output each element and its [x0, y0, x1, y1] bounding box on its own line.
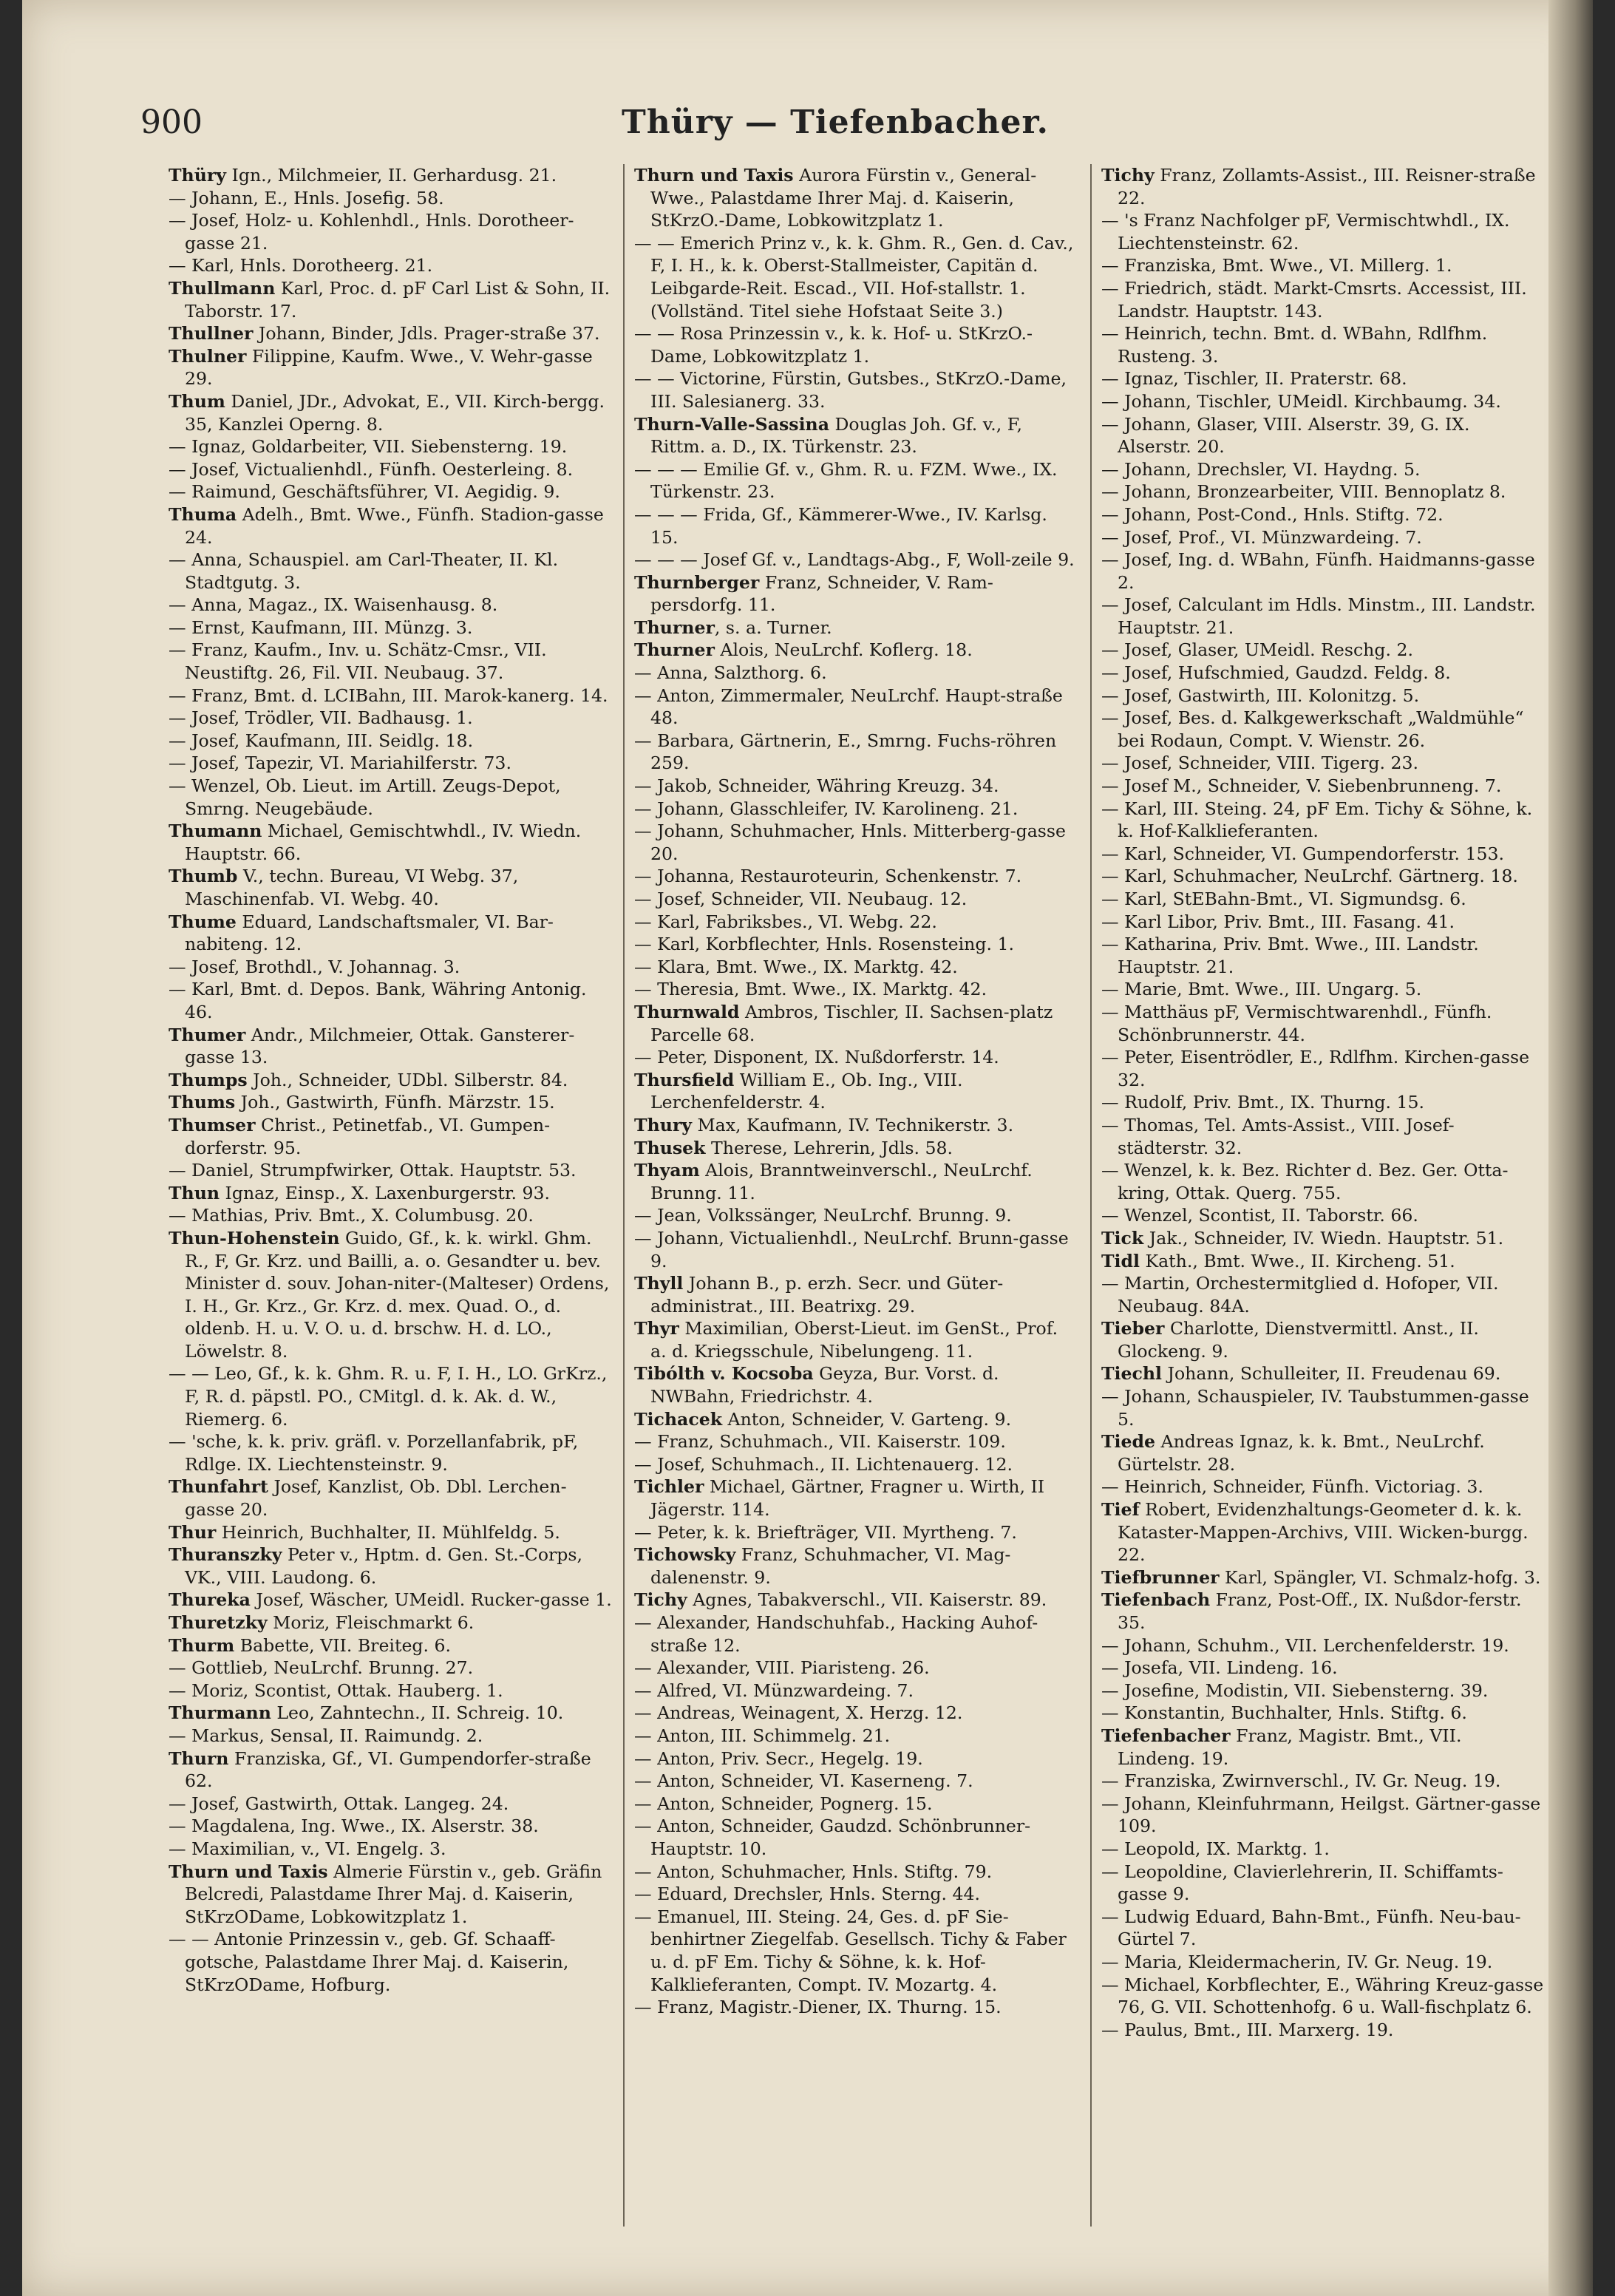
- directory-entry: — Peter, Eisentrödler, E., Rdlfhm. Kirchen-gasse 32.: [1101, 1047, 1530, 1090]
- directory-entry: Tichy Agnes, Tabakverschl., VII. Kaiserstr. 89.: [634, 1589, 1047, 1611]
- directory-entry: — Franziska, Bmt. Wwe., VI. Millerg. 1.: [1101, 255, 1452, 276]
- directory-entry: Thunfahrt Josef, Kanzlist, Ob. Dbl. Lerchen-gasse 20.: [169, 1476, 567, 1521]
- page-header: [140, 103, 1530, 155]
- directory-entry: Thyr Maximilian, Oberst-Lieut. im GenSt., Prof. a. d. Kriegsschule, Nibelungeng. 11.: [634, 1318, 1058, 1362]
- directory-entry: — — Victorine, Fürstin, Gutsbes., StKrzO.-Dame, III. Salesianerg. 33.: [634, 368, 1067, 412]
- directory-entry: Thumann Michael, Gemischtwhdl., IV. Wiedn. Hauptstr. 66.: [169, 821, 582, 864]
- directory-entry: Thurmann Leo, Zahntechn., II. Schreig. 10.: [169, 1702, 564, 1724]
- directory-entry: — Anton, III. Schimmelg. 21.: [634, 1725, 891, 1746]
- directory-entry: — Michael, Korbflechter, E., Währing Kreuz-gasse 76, G. VII. Schottenhofg. 6 u. Wall-fischplatz 6.: [1101, 1974, 1544, 2018]
- directory-entry: — Karl, Schneider, VI. Gumpendorferstr. 153.: [1101, 843, 1505, 864]
- column-2: [634, 164, 1078, 2227]
- directory-entry: Tibólth v. Kocsoba Geyza, Bur. Vorst. d. NWBahn, Friedrichstr. 4.: [634, 1363, 999, 1407]
- directory-entry: Thyam Alois, Branntweinverschl., NeuLrchf. Brunng. 11.: [634, 1160, 1033, 1203]
- directory-entry: Thumer Andr., Milchmeier, Ottak. Gansterer-gasse 13.: [169, 1024, 575, 1068]
- binding-edge: [1548, 0, 1593, 2296]
- directory-entry: — Josef, Gastwirth, Ottak. Langeg. 24.: [169, 1793, 509, 1814]
- directory-entry: — Wenzel, k. k. Bez. Richter d. Bez. Ger. Otta-kring, Ottak. Querg. 755.: [1101, 1160, 1509, 1203]
- directory-entry: — Johann, Kleinfuhrmann, Heilgst. Gärtner-gasse 109.: [1101, 1793, 1541, 1837]
- directory-entry: Thuma Adelh., Bmt. Wwe., Fünfh. Stadion-gasse 24.: [169, 503, 604, 548]
- column-1: [169, 164, 612, 2227]
- directory-entry: Tichacek Anton, Schneider, V. Garteng. 9.: [634, 1408, 1012, 1430]
- directory-entry: Thurnwald Ambros, Tischler, II. Sachsen-platz Parcelle 68.: [634, 1001, 1053, 1045]
- directory-entry: — Klara, Bmt. Wwe., IX. Marktg. 42.: [634, 956, 958, 977]
- entry-columns: [169, 164, 1544, 2227]
- directory-entry: — Anton, Schneider, Gaudzd. Schönbrunner-Hauptstr. 10.: [634, 1816, 1031, 1859]
- directory-entry: — Theresia, Bmt. Wwe., IX. Marktg. 42.: [634, 979, 987, 1000]
- directory-entry: Thullmann Karl, Proc. d. pF Carl List & Sohn, II. Taborstr. 17.: [169, 277, 611, 322]
- directory-entry: — Josef, Brothdl., V. Johannag. 3.: [169, 956, 460, 977]
- directory-entry: Tieber Charlotte, Dienstvermittl. Anst., II. Glockeng. 9.: [1101, 1318, 1479, 1362]
- directory-entry: — Raimund, Geschäftsführer, VI. Aegidig. 9.: [169, 481, 560, 503]
- directory-entry: — 's Franz Nachfolger pF, Vermischtwhdl., IX. Liechtensteinstr. 62.: [1101, 210, 1510, 254]
- directory-entry: Thumb V., techn. Bureau, VI Webg. 37, Maschinenfab. VI. Webg. 40.: [169, 866, 519, 909]
- directory-entry: Thurn Franziska, Gf., VI. Gumpendorfer-straße 62.: [169, 1748, 591, 1792]
- directory-entry: Thun-Hohenstein Guido, Gf., k. k. wirkl. Ghm. R., F, Gr. Krz. und Bailli, a. o. Gesandter u. bev. Minister d. souv. Johan-niter-(Malteser) Ordens, I. H., Gr. Krz., Gr. Krz. d. mex. Quad. O., d. oldenb. H. u. V. O. u. d. brschw. H. d. LO., Löwelstr. 8.: [169, 1227, 610, 1362]
- directory-entry: — Barbara, Gärtnerin, E., Smrng. Fuchs-röhren 259.: [634, 730, 1057, 774]
- directory-entry: Thusek Therese, Lehrerin, Jdls. 58.: [634, 1137, 953, 1158]
- directory-entry: — Josef, Kaufmann, III. Seidlg. 18.: [169, 730, 474, 751]
- directory-entry: — Johann, Glasschleifer, IV. Karolineng. 21.: [634, 798, 1019, 819]
- directory-page: [22, 0, 1593, 2296]
- directory-entry: — — — Josef Gf. v., Landtags-Abg., F, Woll-zeile 9.: [634, 549, 1075, 571]
- directory-entry: Thursfield William E., Ob. Ing., VIII. Lerchenfelderstr. 4.: [634, 1069, 963, 1113]
- directory-entry: Thums Joh., Gastwirth, Fünfh. Märzstr. 15.: [169, 1092, 555, 1113]
- directory-entry: — Anna, Salzthorg. 6.: [634, 662, 827, 684]
- directory-entry: — Wenzel, Scontist, II. Taborstr. 66.: [1101, 1205, 1418, 1226]
- directory-entry: — Rudolf, Priv. Bmt., IX. Thurng. 15.: [1101, 1092, 1425, 1113]
- directory-entry: — Markus, Sensal, II. Raimundg. 2.: [169, 1725, 483, 1746]
- directory-entry: Thulner Filippine, Kaufm. Wwe., V. Wehr-gasse 29.: [169, 345, 593, 390]
- directory-entry: — Karl, Korbflechter, Hnls. Rosensteing. 1.: [634, 934, 1014, 955]
- directory-entry: — Thomas, Tel. Amts-Assist., VIII. Josef-städterstr. 32.: [1101, 1114, 1455, 1158]
- directory-entry: — Johann, Schuhmacher, Hnls. Mitterberg-gasse 20.: [634, 821, 1066, 864]
- directory-entry: — Anton, Schuhmacher, Hnls. Stiftg. 79.: [634, 1861, 993, 1882]
- directory-entry: — Konstantin, Buchhalter, Hnls. Stiftg. 6.: [1101, 1702, 1467, 1724]
- directory-entry: Thuranszky Peter v., Hptm. d. Gen. St.-Corps, VK., VIII. Laudong. 6.: [169, 1544, 583, 1588]
- directory-entry: — Josef, Glaser, UMeidl. Reschg. 2.: [1101, 639, 1413, 661]
- directory-entry: — Josef, Schneider, VII. Neubaug. 12.: [634, 889, 968, 909]
- directory-entry: — Karl Libor, Priv. Bmt., III. Fasang. 41.: [1101, 911, 1455, 932]
- directory-entry: — Martin, Orchestermitglied d. Hofoper, VII. Neubaug. 84A.: [1101, 1273, 1499, 1317]
- directory-entry: — Johann, Bronzearbeiter, VIII. Bennoplatz 8.: [1101, 481, 1506, 503]
- directory-entry: Thurn und Taxis Aurora Fürstin v., General-Wwe., Palastdame Ihrer Maj. d. Kaiserin, StKrzO.-Dame, Lobkowitzplatz 1.: [634, 165, 1037, 231]
- directory-entry: — Jakob, Schneider, Währing Kreuzg. 34.: [634, 775, 999, 797]
- directory-entry: Thurm Babette, VII. Breiteg. 6.: [169, 1634, 452, 1656]
- directory-entry: — Karl, III. Steing. 24, pF Em. Tichy & Söhne, k. k. Hof-Kalklieferanten.: [1101, 798, 1533, 842]
- directory-entry: — Josef, Trödler, VII. Badhausg. 1.: [169, 707, 473, 729]
- directory-entry: — Karl, Hnls. Dorotheerg. 21.: [169, 255, 433, 276]
- directory-entry: Tichy Franz, Zollamts-Assist., III. Reisner-straße 22.: [1101, 165, 1536, 208]
- directory-entry: Thumser Christ., Petinetfab., VI. Gumpen-dorferstr. 95.: [169, 1114, 551, 1158]
- directory-entry: — Ernst, Kaufmann, III. Münzg. 3.: [169, 617, 473, 638]
- directory-entry: — — Antonie Prinzessin v., geb. Gf. Schaaff-gotsche, Palastdame Ihrer Maj. d. Kaiserin, StKrzODame, Hofburg.: [169, 1929, 569, 1995]
- directory-entry: — Jean, Volkssänger, NeuLrchf. Brunng. 9.: [634, 1205, 1012, 1226]
- directory-entry: — Anna, Schauspiel. am Carl-Theater, II. Kl. Stadtgutg. 3.: [169, 549, 559, 593]
- directory-entry: — Johanna, Restauroteurin, Schenkenstr. 7.: [634, 866, 1022, 887]
- directory-entry: Tiefenbach Franz, Post-Off., IX. Nußdor-ferstr. 35.: [1101, 1589, 1522, 1633]
- directory-entry: — — Leo, Gf., k. k. Ghm. R. u. F, I. H., LO. GrKrz., F, R. d. päpstl. PO., CMitgl. d. k. Ak. d. W., Riemerg. 6.: [169, 1363, 608, 1430]
- directory-entry: — Johann, Glaser, VIII. Alserstr. 39, G. IX. Alserstr. 20.: [1101, 413, 1470, 458]
- directory-entry: — Josef M., Schneider, V. Siebenbrunneng. 7.: [1101, 775, 1502, 797]
- column-divider: [1090, 164, 1092, 2227]
- directory-entry: — Karl, StEBahn-Bmt., VI. Sigmundsg. 6.: [1101, 889, 1466, 909]
- directory-entry: — Karl, Schuhmacher, NeuLrchf. Gärtnerg. 18.: [1101, 866, 1518, 887]
- directory-entry: Tidl Kath., Bmt. Wwe., II. Kircheng. 51.: [1101, 1250, 1455, 1271]
- directory-entry: — Franz, Magistr.-Diener, IX. Thurng. 15.: [634, 1997, 1002, 2018]
- directory-entry: — Marie, Bmt. Wwe., III. Ungarg. 5.: [1101, 979, 1422, 1000]
- directory-entry: — Leopold, IX. Marktg. 1.: [1101, 1838, 1330, 1859]
- directory-entry: — Eduard, Drechsler, Hnls. Sterng. 44.: [634, 1884, 981, 1905]
- directory-entry: — Mathias, Priv. Bmt., X. Columbusg. 20.: [169, 1205, 534, 1226]
- directory-entry: — Karl, Bmt. d. Depos. Bank, Währing Antonig. 46.: [169, 979, 587, 1022]
- directory-entry: — Franz, Kaufm., Inv. u. Schätz-Cmsr., VII. Neustiftg. 26, Fil. VII. Neubaug. 37.: [169, 639, 547, 684]
- directory-entry: — Johann, Schauspieler, IV. Taubstummen-gasse 5.: [1101, 1386, 1529, 1430]
- directory-entry: — Franz, Schuhmach., VII. Kaiserstr. 109.: [634, 1431, 1006, 1453]
- directory-entry: Tief Robert, Evidenzhaltungs-Geometer d. k. k. Kataster-Mappen-Archivs, VIII. Wicken-burgg. 22.: [1101, 1499, 1529, 1566]
- directory-entry: — Josef, Gastwirth, III. Kolonitzg. 5.: [1101, 685, 1420, 706]
- directory-entry: Thurner, s. a. Turner.: [634, 617, 832, 638]
- directory-entry: — Ignaz, Tischler, II. Praterstr. 68.: [1101, 368, 1407, 390]
- directory-entry: — Paulus, Bmt., III. Marxerg. 19.: [1101, 2019, 1394, 2040]
- directory-entry: — Ludwig Eduard, Bahn-Bmt., Fünfh. Neu-bau-Gürtel 7.: [1101, 1906, 1521, 1950]
- directory-entry: — Josef, Victualienhdl., Fünfh. Oesterleing. 8.: [169, 458, 574, 480]
- directory-entry: — Peter, k. k. Briefträger, VII. Myrtheng. 7.: [634, 1521, 1017, 1543]
- directory-entry: — Gottlieb, NeuLrchf. Brunng. 27.: [169, 1657, 474, 1679]
- directory-entry: — Heinrich, Schneider, Fünfh. Victoriag. 3.: [1101, 1476, 1483, 1498]
- directory-entry: Thurner Alois, NeuLrchf. Koflerg. 18.: [634, 639, 973, 661]
- directory-entry: — — Rosa Prinzessin v., k. k. Hof- u. StKrzO.-Dame, Lobkowitzplatz 1.: [634, 323, 1033, 367]
- directory-entry: Tichler Michael, Gärtner, Fragner u. Wirth, II Jägerstr. 114.: [634, 1476, 1045, 1521]
- directory-entry: — Johann, Tischler, UMeidl. Kirchbaumg. 34.: [1101, 390, 1501, 412]
- directory-entry: Thun Ignaz, Einsp., X. Laxenburgerstr. 93.: [169, 1182, 551, 1203]
- directory-entry: — Josef, Tapezir, VI. Mariahilferstr. 73.: [169, 753, 511, 774]
- page-number: 900: [140, 103, 203, 141]
- directory-entry: — Magdalena, Ing. Wwe., IX. Alserstr. 38.: [169, 1816, 539, 1837]
- directory-entry: Thumps Joh., Schneider, UDbl. Silberstr. 84.: [169, 1069, 568, 1090]
- directory-entry: — Josef, Hufschmied, Gaudzd. Feldg. 8.: [1101, 662, 1451, 684]
- directory-entry: — Karl, Fabriksbes., VI. Webg. 22.: [634, 911, 937, 932]
- directory-entry: — Josef, Calculant im Hdls. Minstm., III. Landstr. Hauptstr. 21.: [1101, 594, 1536, 638]
- directory-entry: — Anton, Zimmermaler, NeuLrchf. Haupt-straße 48.: [634, 685, 1063, 729]
- column-divider: [623, 164, 625, 2227]
- directory-entry: — Anna, Magaz., IX. Waisenhausg. 8.: [169, 594, 498, 616]
- directory-entry: Tiede Andreas Ignaz, k. k. Bmt., NeuLrchf. Gürtelstr. 28.: [1101, 1431, 1485, 1475]
- directory-entry: Thurn-Valle-Sassina Douglas Joh. Gf. v., F, Rittm. a. D., IX. Türkenstr. 23.: [634, 413, 1022, 458]
- directory-entry: Thume Eduard, Landschaftsmaler, VI. Bar-nabiteng. 12.: [169, 911, 554, 955]
- directory-entry: — Franziska, Zwirnverschl., IV. Gr. Neug. 19.: [1101, 1770, 1501, 1792]
- directory-entry: Tichowsky Franz, Schuhmacher, VI. Mag-dalenenstr. 9.: [634, 1544, 1011, 1588]
- directory-entry: — Andreas, Weinagent, X. Herzg. 12.: [634, 1702, 963, 1724]
- directory-entry: — Katharina, Priv. Bmt. Wwe., III. Landstr. Hauptstr. 21.: [1101, 934, 1479, 977]
- directory-entry: — — — Emilie Gf. v., Ghm. R. u. FZM. Wwe., IX. Türkenstr. 23.: [634, 458, 1058, 503]
- directory-entry: — Alexander, VIII. Piaristeng. 26.: [634, 1657, 930, 1679]
- directory-entry: — Ignaz, Goldarbeiter, VII. Siebensterng. 19.: [169, 436, 568, 458]
- directory-entry: — Johann, Victualienhdl., NeuLrchf. Brunn-gasse 9.: [634, 1227, 1069, 1271]
- directory-entry: Tiefbrunner Karl, Spängler, VI. Schmalz-hofg. 3.: [1101, 1566, 1541, 1588]
- directory-entry: Thullner Johann, Binder, Jdls. Prager-straße 37.: [169, 323, 600, 344]
- directory-entry: Thury Max, Kaufmann, IV. Technikerstr. 3.: [634, 1114, 1014, 1135]
- directory-entry: — Josef, Bes. d. Kalkgewerkschaft „Waldmühle“ bei Rodaun, Compt. V. Wienstr. 26.: [1101, 707, 1524, 751]
- directory-entry: — Josef, Prof., VI. Münzwardeing. 7.: [1101, 526, 1422, 548]
- directory-entry: Thüry Ign., Milchmeier, II. Gerhardusg. 21.: [169, 165, 557, 186]
- directory-entry: — Anton, Priv. Secr., Hegelg. 19.: [634, 1748, 923, 1769]
- page-title: Thüry — Tiefenbacher.: [622, 103, 1049, 141]
- directory-entry: — Peter, Disponent, IX. Nußdorferstr. 14.: [634, 1047, 999, 1068]
- directory-entry: — — — Frida, Gf., Kämmerer-Wwe., IV. Karlsg. 15.: [634, 503, 1047, 548]
- directory-entry: — Daniel, Strumpfwirker, Ottak. Hauptstr. 53.: [169, 1160, 577, 1181]
- directory-entry: — — Emerich Prinz v., k. k. Ghm. R., Gen. d. Cav., F, I. H., k. k. Oberst-Stallmeister, Capitän d. Leibgarde-Reit. Escad., VII. Hof-stallstr. 1. (Vollständ. Titel siehe Hofstaat Seite 3.): [634, 232, 1074, 322]
- directory-entry: Thum Daniel, JDr., Advokat, E., VII. Kirch-bergg. 35, Kanzlei Operng. 8.: [169, 390, 605, 435]
- directory-entry: — Anton, Schneider, Pognerg. 15.: [634, 1793, 933, 1814]
- directory-entry: Tick Jak., Schneider, IV. Wiedn. Hauptstr. 51.: [1101, 1227, 1504, 1249]
- directory-entry: — Josef, Schuhmach., II. Lichtenauerg. 12.: [634, 1453, 1013, 1475]
- directory-entry: — Johann, Schuhm., VII. Lerchenfelderstr. 19.: [1101, 1634, 1509, 1656]
- directory-entry: — Josef, Schneider, VIII. Tigerg. 23.: [1101, 753, 1418, 774]
- directory-entry: — 'sche, k. k. priv. gräfl. v. Porzellanfabrik, pF, Rdlge. IX. Liechtensteinstr. 9.: [169, 1431, 579, 1475]
- directory-entry: Thur Heinrich, Buchhalter, II. Mühlfeldg. 5.: [169, 1521, 560, 1543]
- directory-entry: — Wenzel, Ob. Lieut. im Artill. Zeugs-Depot, Smrng. Neugebäude.: [169, 775, 561, 819]
- directory-entry: — Anton, Schneider, VI. Kaserneng. 7.: [634, 1770, 973, 1792]
- directory-entry: Thurnberger Franz, Schneider, V. Ram-persdorfg. 11.: [634, 571, 993, 616]
- directory-entry: — Matthäus pF, Vermischtwarenhdl., Fünfh. Schönbrunnerstr. 44.: [1101, 1001, 1492, 1045]
- directory-entry: Thuretzky Moriz, Fleischmarkt 6.: [169, 1612, 475, 1633]
- directory-entry: — Josef, Holz- u. Kohlenhdl., Hnls. Dorotheer-gasse 21.: [169, 210, 574, 254]
- directory-entry: — Franz, Bmt. d. LCIBahn, III. Marok-kanerg. 14.: [169, 685, 608, 706]
- directory-entry: — Maria, Kleidermacherin, IV. Gr. Neug. 19.: [1101, 1951, 1493, 1972]
- directory-entry: — Josef, Ing. d. WBahn, Fünfh. Haidmanns-gasse 2.: [1101, 549, 1535, 593]
- directory-entry: Tiechl Johann, Schulleiter, II. Freudenau 69.: [1101, 1363, 1501, 1385]
- directory-entry: — Heinrich, techn. Bmt. d. WBahn, Rdlfhm. Rusteng. 3.: [1101, 323, 1488, 367]
- directory-entry: — Maximilian, v., VI. Engelg. 3.: [169, 1838, 446, 1859]
- directory-entry: Thurn und Taxis Almerie Fürstin v., geb. Gräfin Belcredi, Palastdame Ihrer Maj. d. Kaiserin, StKrzODame, Lobkowitzplatz 1.: [169, 1861, 602, 1927]
- directory-entry: — Josefa, VII. Lindeng. 16.: [1101, 1657, 1338, 1679]
- directory-entry: — Friedrich, städt. Markt-Cmsrts. Accessist, III. Landstr. Hauptstr. 143.: [1101, 277, 1527, 322]
- directory-entry: — Alfred, VI. Münzwardeing. 7.: [634, 1679, 914, 1701]
- directory-entry: — Alexander, Handschuhfab., Hacking Auhof-straße 12.: [634, 1612, 1038, 1656]
- directory-entry: — Josefine, Modistin, VII. Siebensterng. 39.: [1101, 1679, 1489, 1701]
- directory-entry: — Moriz, Scontist, Ottak. Hauberg. 1.: [169, 1679, 503, 1701]
- directory-entry: — Emanuel, III. Steing. 24, Ges. d. pF Sie-benhirtner Ziegelfab. Gesellsch. Tichy & Faber u. d. pF Em. Tichy & Söhne, k. k. Hof-Kalklieferanten, Compt. IV. Mozartg. 4.: [634, 1906, 1067, 1995]
- directory-entry: — Johann, Drechsler, VI. Haydng. 5.: [1101, 458, 1421, 480]
- directory-entry: Thyll Johann B., p. erzh. Secr. und Güter-administrat., III. Beatrixg. 29.: [634, 1273, 1004, 1317]
- directory-entry: — Johann, Post-Cond., Hnls. Stiftg. 72.: [1101, 503, 1444, 525]
- directory-entry: — Johann, E., Hnls. Josefig. 58.: [169, 187, 444, 208]
- directory-entry: Tiefenbacher Franz, Magistr. Bmt., VII. Lindeng. 19.: [1101, 1725, 1462, 1769]
- directory-entry: Thureka Josef, Wäscher, UMeidl. Rucker-gasse 1.: [169, 1589, 612, 1611]
- directory-entry: — Leopoldine, Clavierlehrerin, II. Schiffamts-gasse 9.: [1101, 1861, 1503, 1905]
- column-3: [1101, 164, 1545, 2227]
